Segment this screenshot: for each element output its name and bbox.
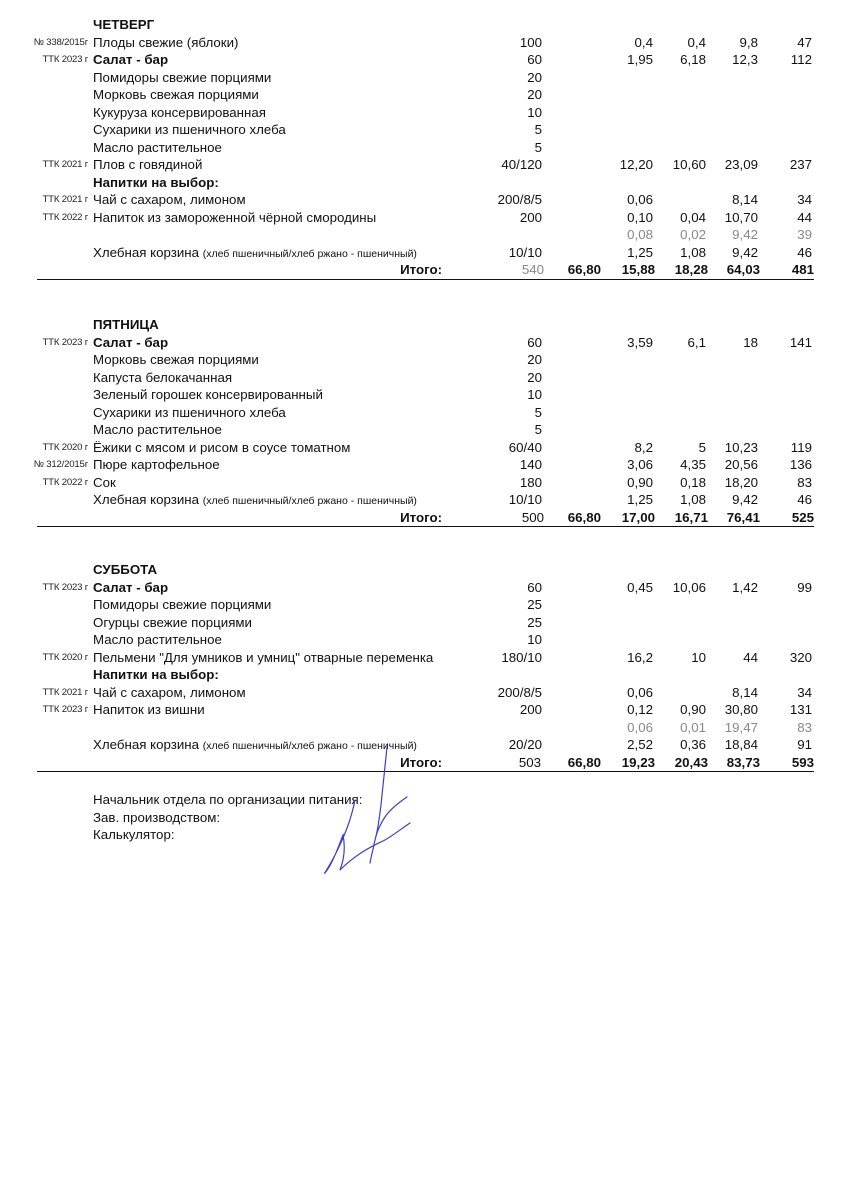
table-row — [0, 174, 849, 192]
dish-name — [93, 439, 350, 457]
dish-name — [93, 121, 286, 139]
recipe-ref: № 312/2015г — [33, 459, 88, 470]
portion-weight: 5 — [534, 122, 542, 137]
dish-name — [93, 351, 259, 369]
dish-name — [93, 596, 271, 614]
recipe-ref: ТТК 2022 г — [42, 476, 88, 488]
portion-weight: 60 — [527, 579, 542, 595]
energy-value: 99 — [797, 579, 812, 595]
carbs-value: 18 — [743, 334, 758, 350]
portion-weight: 60 — [527, 334, 542, 350]
dish-name-text: Хлебная корзина — [93, 737, 199, 752]
energy-value: 91 — [797, 737, 812, 752]
dish-name — [93, 631, 222, 649]
energy-value: 39 — [797, 227, 812, 242]
table-row — [0, 86, 849, 104]
protein-value: 0,06 — [627, 684, 653, 700]
portion-weight: 5 — [534, 139, 542, 155]
dish-name-text: Напиток из вишни — [93, 702, 205, 717]
carbs-value: 9,42 — [732, 492, 758, 507]
total-fat: 20,43 — [674, 754, 708, 770]
total-label: Итого: — [400, 262, 442, 277]
energy-value: 46 — [797, 244, 812, 260]
total-label: Итого: — [400, 754, 442, 770]
dish-name-text: Напиток из замороженной чёрной смородины — [93, 209, 377, 225]
portion-weight: 40/120 — [501, 157, 542, 172]
dish-name-text: Зеленый горошек консервированный — [93, 387, 323, 402]
day-section-thursday — [0, 16, 849, 280]
table-row — [0, 684, 849, 702]
table-row — [0, 491, 849, 509]
recipe-ref: ТТК 2020 г — [42, 441, 88, 453]
recipe-ref: ТТК 2023 г — [42, 336, 88, 348]
portion-weight: 200/8/5 — [497, 192, 542, 207]
dish-name-text: Помидоры свежие порциями — [93, 69, 272, 85]
protein-value: 0,06 — [627, 192, 653, 207]
dish-name — [93, 369, 232, 387]
energy-value: 131 — [789, 702, 812, 717]
total-carbs: 76,41 — [726, 509, 760, 525]
portion-weight: 25 — [527, 597, 542, 612]
dish-name — [93, 174, 219, 192]
table-row — [0, 69, 849, 87]
dish-name-text: Морковь свежая порциями — [93, 352, 259, 367]
dish-name-text: Масло растительное — [93, 632, 222, 647]
energy-value: 119 — [790, 439, 812, 455]
table-row — [0, 649, 849, 667]
dish-name-text: Сок — [93, 474, 116, 490]
portion-weight: 10 — [527, 104, 542, 120]
portion-weight: 10 — [527, 387, 542, 402]
total-protein: 15,88 — [621, 262, 655, 277]
fat-value: 1,08 — [680, 492, 706, 507]
fat-value: 0,01 — [680, 719, 706, 735]
total-price: 66,80 — [567, 754, 601, 770]
table-row — [0, 579, 849, 597]
day-section-friday — [0, 316, 849, 527]
dish-name-text: Помидоры свежие порциями — [93, 597, 272, 612]
fat-value: 10 — [691, 649, 706, 665]
table-row — [0, 244, 849, 262]
total-energy: 525 — [791, 509, 814, 525]
protein-value: 3,59 — [627, 334, 653, 350]
energy-value: 112 — [790, 52, 812, 67]
dish-name — [93, 666, 219, 684]
fat-value: 1,08 — [680, 244, 706, 260]
total-carbs: 83,73 — [726, 754, 760, 770]
dish-name-text: Кукуруза консервированная — [93, 104, 266, 120]
portion-weight: 5 — [534, 422, 542, 437]
portion-weight: 100 — [519, 34, 542, 50]
carbs-value: 1,42 — [732, 579, 758, 595]
dish-name-text: Ёжики с мясом и рисом в соусе томатном — [93, 439, 351, 455]
energy-value: 83 — [797, 474, 812, 490]
protein-value: 8,2 — [634, 439, 653, 455]
portion-weight: 60 — [527, 52, 542, 67]
protein-value: 2,52 — [627, 737, 653, 752]
dish-note: (хлеб пшеничный/хлеб ржано - пшеничный) — [202, 247, 417, 260]
protein-value: 0,06 — [627, 719, 653, 735]
carbs-value: 23,09 — [724, 157, 758, 172]
dish-name-text: Плов с говядиной — [93, 157, 203, 172]
dish-name — [93, 34, 238, 52]
dish-name — [93, 386, 323, 404]
table-row — [0, 404, 849, 422]
total-price: 66,80 — [567, 509, 601, 525]
fat-value: 0,02 — [680, 227, 706, 242]
energy-value: 141 — [789, 334, 812, 350]
carbs-value: 9,8 — [739, 34, 758, 50]
day-title: ПЯТНИЦА — [93, 317, 159, 332]
recipe-ref: ТТК 2020 г — [42, 651, 88, 663]
table-row — [0, 139, 849, 157]
dish-name — [93, 191, 246, 209]
dish-name — [93, 86, 259, 104]
day-title: СУББОТА — [93, 562, 158, 577]
table-row — [0, 421, 849, 439]
protein-value: 0,45 — [627, 579, 653, 595]
table-row — [0, 386, 849, 404]
table-row — [0, 596, 849, 614]
carbs-value: 18,84 — [724, 737, 758, 752]
carbs-value: 10,23 — [724, 439, 758, 455]
energy-value: 34 — [797, 684, 812, 700]
energy-value: 320 — [789, 649, 812, 665]
dish-note: (хлеб пшеничный/хлеб ржано - пшеничный) — [202, 495, 417, 507]
portion-weight: 5 — [534, 404, 542, 420]
recipe-ref: ТТК 2021 г — [42, 194, 88, 205]
dish-name-text: Пельмени "Для умников и умниц" отварные переменка — [93, 649, 434, 665]
dish-name-text: Пюре картофельное — [93, 457, 220, 472]
carbs-value: 19,47 — [724, 719, 758, 735]
protein-value: 0,4 — [634, 34, 653, 50]
protein-value: 12,20 — [619, 157, 653, 172]
dish-name — [93, 474, 116, 492]
recipe-ref: ТТК 2023 г — [42, 704, 88, 715]
carbs-value: 30,80 — [724, 702, 758, 717]
table-row — [0, 631, 849, 649]
recipe-ref: № 338/2015г — [33, 36, 88, 48]
day-section-saturday — [0, 561, 849, 772]
energy-value: 47 — [797, 34, 812, 50]
portion-weight: 20 — [527, 69, 542, 85]
fat-value: 10,60 — [672, 157, 706, 172]
portion-weight: 200 — [519, 702, 542, 717]
carbs-value: 9,42 — [732, 244, 758, 260]
handwritten-signature-icon — [315, 745, 425, 880]
fat-value: 0,04 — [680, 209, 706, 225]
dish-note: (хлеб пшеничный/хлеб ржано - пшеничный) — [202, 740, 417, 752]
fat-value: 6,1 — [687, 334, 706, 350]
portion-weight: 25 — [527, 614, 542, 630]
total-qty: 540 — [521, 262, 544, 277]
table-row — [0, 34, 849, 52]
energy-value: 34 — [797, 192, 812, 207]
dish-name-text: Чай с сахаром, лимоном — [93, 192, 246, 207]
portion-weight: 180/10 — [501, 649, 542, 665]
total-protein: 17,00 — [621, 509, 655, 525]
dish-name-text: Сухарики из пшеничного хлеба — [93, 404, 286, 420]
carbs-value: 12,3 — [732, 52, 758, 67]
total-row — [37, 509, 814, 528]
portion-weight: 20 — [527, 87, 542, 102]
table-row — [0, 474, 849, 492]
recipe-ref: ТТК 2021 г — [42, 686, 88, 698]
protein-value: 16,2 — [627, 649, 653, 665]
table-row — [0, 121, 849, 139]
portion-weight: 200 — [519, 209, 542, 225]
portion-weight: 60/40 — [508, 439, 542, 455]
table-row — [0, 351, 849, 369]
recipe-ref: ТТК 2023 г — [42, 54, 88, 65]
total-qty: 500 — [521, 509, 544, 525]
total-energy: 593 — [791, 754, 814, 770]
carbs-value: 20,56 — [724, 457, 758, 472]
protein-value: 1,25 — [627, 492, 653, 507]
energy-value: 83 — [797, 719, 812, 735]
table-row — [0, 666, 849, 684]
footer-line-calculator: Калькулятор: — [93, 827, 175, 842]
dish-name — [93, 649, 433, 667]
protein-value: 0,12 — [627, 702, 653, 717]
dish-name — [93, 69, 271, 87]
table-row — [0, 104, 849, 122]
fat-value: 0,90 — [680, 702, 706, 717]
carbs-value: 44 — [743, 649, 758, 665]
dish-name — [93, 334, 168, 352]
table-row — [0, 456, 849, 474]
carbs-value: 18,20 — [724, 474, 758, 490]
portion-weight: 10/10 — [508, 492, 542, 507]
fat-value: 0,4 — [687, 34, 706, 50]
dish-name — [93, 456, 220, 474]
table-row — [0, 209, 849, 227]
portion-weight: 200/8/5 — [497, 684, 542, 700]
energy-value: 44 — [797, 209, 812, 225]
dish-name-text: Морковь свежая порциями — [93, 87, 259, 102]
table-row — [0, 226, 849, 244]
total-energy: 481 — [791, 262, 814, 277]
total-row — [37, 754, 814, 773]
footer-line-production: Зав. производством: — [93, 809, 221, 825]
dish-name-text: Чай с сахаром, лимоном — [93, 684, 246, 700]
dish-name — [93, 156, 202, 174]
dish-name — [93, 209, 376, 227]
dish-name — [93, 404, 286, 422]
dish-name-text: Напитки на выбор: — [93, 667, 219, 682]
carbs-value: 8,14 — [732, 192, 758, 207]
total-carbs: 64,03 — [726, 262, 760, 277]
total-fat: 16,71 — [674, 509, 708, 525]
total-protein: 19,23 — [621, 754, 655, 770]
dish-name-text: Салат - бар — [93, 334, 169, 350]
portion-weight: 140 — [519, 457, 542, 472]
total-fat: 18,28 — [674, 262, 708, 277]
total-price: 66,80 — [567, 262, 601, 277]
energy-value: 136 — [789, 457, 812, 472]
total-label: Итого: — [400, 509, 442, 525]
dish-name-text: Масло растительное — [93, 139, 222, 155]
protein-value: 0,08 — [627, 227, 653, 242]
protein-value: 0,90 — [627, 474, 653, 490]
table-row — [0, 614, 849, 632]
table-row — [0, 156, 849, 174]
dish-name — [93, 614, 252, 632]
dish-name-text: Масло растительное — [93, 422, 222, 437]
fat-value: 6,18 — [680, 52, 706, 67]
table-row — [0, 369, 849, 387]
recipe-ref: ТТК 2021 г — [42, 159, 88, 170]
total-row — [37, 261, 814, 280]
dish-name-text: Салат - бар — [93, 52, 169, 67]
table-row — [0, 439, 849, 457]
recipe-ref: ТТК 2022 г — [42, 211, 88, 223]
day-title: ЧЕТВЕРГ — [93, 17, 155, 32]
dish-name-text: Хлебная корзина — [93, 492, 199, 507]
fat-value: 0,18 — [680, 474, 706, 490]
table-row — [0, 334, 849, 352]
dish-name-text: Сухарики из пшеничного хлеба — [93, 122, 286, 137]
dish-name-text: Капуста белокачанная — [93, 369, 233, 385]
dish-name — [93, 51, 168, 69]
dish-name-text: Салат - бар — [93, 579, 169, 595]
fat-value: 5 — [698, 439, 706, 455]
dish-name-text: Хлебная корзина — [93, 244, 199, 260]
portion-weight: 10 — [527, 632, 542, 647]
dish-name-text: Огурцы свежие порциями — [93, 614, 252, 630]
fat-value: 4,35 — [680, 457, 706, 472]
portion-weight: 20 — [527, 369, 542, 385]
carbs-value: 10,70 — [724, 209, 758, 225]
protein-value: 1,95 — [627, 52, 653, 67]
recipe-ref: ТТК 2023 г — [42, 581, 88, 593]
portion-weight: 20/20 — [508, 737, 542, 752]
energy-value: 46 — [797, 492, 812, 507]
total-qty: 503 — [518, 754, 541, 770]
dish-name — [93, 139, 222, 157]
footer-line-head: Начальник отдела по организации питания: — [93, 792, 363, 807]
dish-name — [93, 684, 246, 702]
protein-value: 3,06 — [627, 457, 653, 472]
portion-weight: 20 — [527, 352, 542, 367]
dish-name-text: Напитки на выбор: — [93, 174, 219, 190]
carbs-value: 8,14 — [732, 684, 758, 700]
fat-value: 0,36 — [680, 737, 706, 752]
protein-value: 0,10 — [627, 209, 653, 225]
fat-value: 10,06 — [672, 579, 706, 595]
dish-name — [93, 701, 205, 719]
protein-value: 1,25 — [627, 244, 653, 260]
dish-name — [93, 104, 266, 122]
table-row — [0, 51, 849, 69]
dish-name — [93, 421, 222, 439]
table-row — [0, 701, 849, 719]
dish-name-text: Плоды свежие (яблоки) — [93, 34, 239, 50]
portion-weight: 180 — [519, 474, 542, 490]
carbs-value: 9,42 — [732, 227, 758, 242]
dish-name — [93, 579, 168, 597]
energy-value: 237 — [789, 157, 812, 172]
portion-weight: 10/10 — [508, 244, 542, 260]
table-row — [0, 191, 849, 209]
table-row — [0, 719, 849, 737]
